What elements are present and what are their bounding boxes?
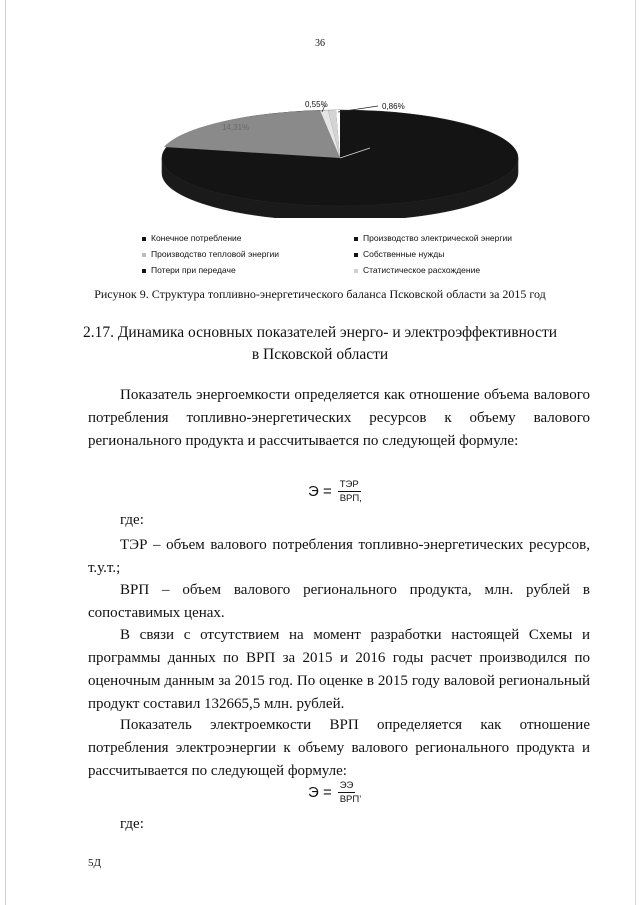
formula-lhs: Э = xyxy=(308,784,332,801)
formula-denominator: ВРП, xyxy=(339,493,362,504)
formula-denominator: ВРП’ xyxy=(339,794,362,805)
legend-swatch xyxy=(354,237,358,241)
paragraph: Показатель электроемкости ВРП определяется как отношение потребления электроэнергии к объему валового регионального продукта и рассчитывается по следующей формуле: xyxy=(88,717,590,779)
paragraph: В связи с отсутствием на момент разработки настоящей Схемы и программы данных по ВРП за 2015 и 2016 годы расчет производился по оценочным данным за 2015 год. По оценке в 2015 году валовой региональный продукт составил 132665,5 млн. рублей. xyxy=(88,627,590,712)
legend-label: Собственные нужды xyxy=(363,249,445,259)
legend-item xyxy=(354,265,480,275)
where-label: где: xyxy=(120,512,144,528)
legend-label: Конечное потребление xyxy=(151,233,242,243)
legend-swatch xyxy=(142,253,146,257)
legend-swatch xyxy=(142,269,146,273)
legend-label: Статистическое расхождение xyxy=(363,265,481,275)
formula-fraction xyxy=(338,479,364,504)
legend-label: Потери при передаче xyxy=(151,265,236,275)
formula-lhs: Э = xyxy=(308,483,332,500)
legend-item xyxy=(142,249,279,259)
legend-item xyxy=(142,265,236,275)
formula-numerator: ЭЭ xyxy=(339,780,354,791)
section-title-line: в Псковской области xyxy=(251,346,389,363)
page-number: 36 xyxy=(315,38,325,49)
page-edge xyxy=(635,0,636,905)
pie-chart xyxy=(150,98,530,218)
legend-item xyxy=(142,233,242,243)
legend-swatch xyxy=(354,269,358,273)
pie-chart-svg xyxy=(150,98,530,218)
definition: ТЭР – объем валового потребления топливно-энергетических ресурсов, т.у.т.; xyxy=(88,537,590,576)
definition: ВРП – объем валового регионального продукта, млн. рублей в сопоставимых ценах. xyxy=(88,582,590,621)
legend-swatch xyxy=(354,253,358,257)
legend-label: Производство тепловой энергии xyxy=(151,249,280,259)
where-label: где: xyxy=(120,816,144,832)
pct-label: 0,86% xyxy=(382,102,405,111)
pct-label: 0,55% xyxy=(305,100,328,109)
section-title-line: 2.17. Динамика основных показателей энерго- и электроэффективности xyxy=(82,324,558,341)
page-edge xyxy=(5,0,6,905)
legend-label: Производство электрической энергии xyxy=(363,233,512,243)
footer-mark: 5Д xyxy=(88,857,102,869)
formula-fraction xyxy=(338,780,364,805)
figure-caption: Рисунок 9. Структура топливно-энергетического баланса Псковской области за 2015 год xyxy=(94,287,546,301)
paragraph: Показатель энергоемкости определяется как отношение объема валового потребления топливно-энергетических ресурсов к объему валового регионального продукта и рассчитывается по следующей формуле: xyxy=(88,387,590,449)
formula-numerator: ТЭР xyxy=(339,479,359,490)
formula xyxy=(308,479,364,504)
legend-item xyxy=(354,233,512,243)
section-title xyxy=(60,322,580,366)
pct-label: 14,31% xyxy=(222,123,250,132)
legend-item xyxy=(354,249,444,259)
legend-swatch xyxy=(142,237,146,241)
formula xyxy=(308,780,363,805)
